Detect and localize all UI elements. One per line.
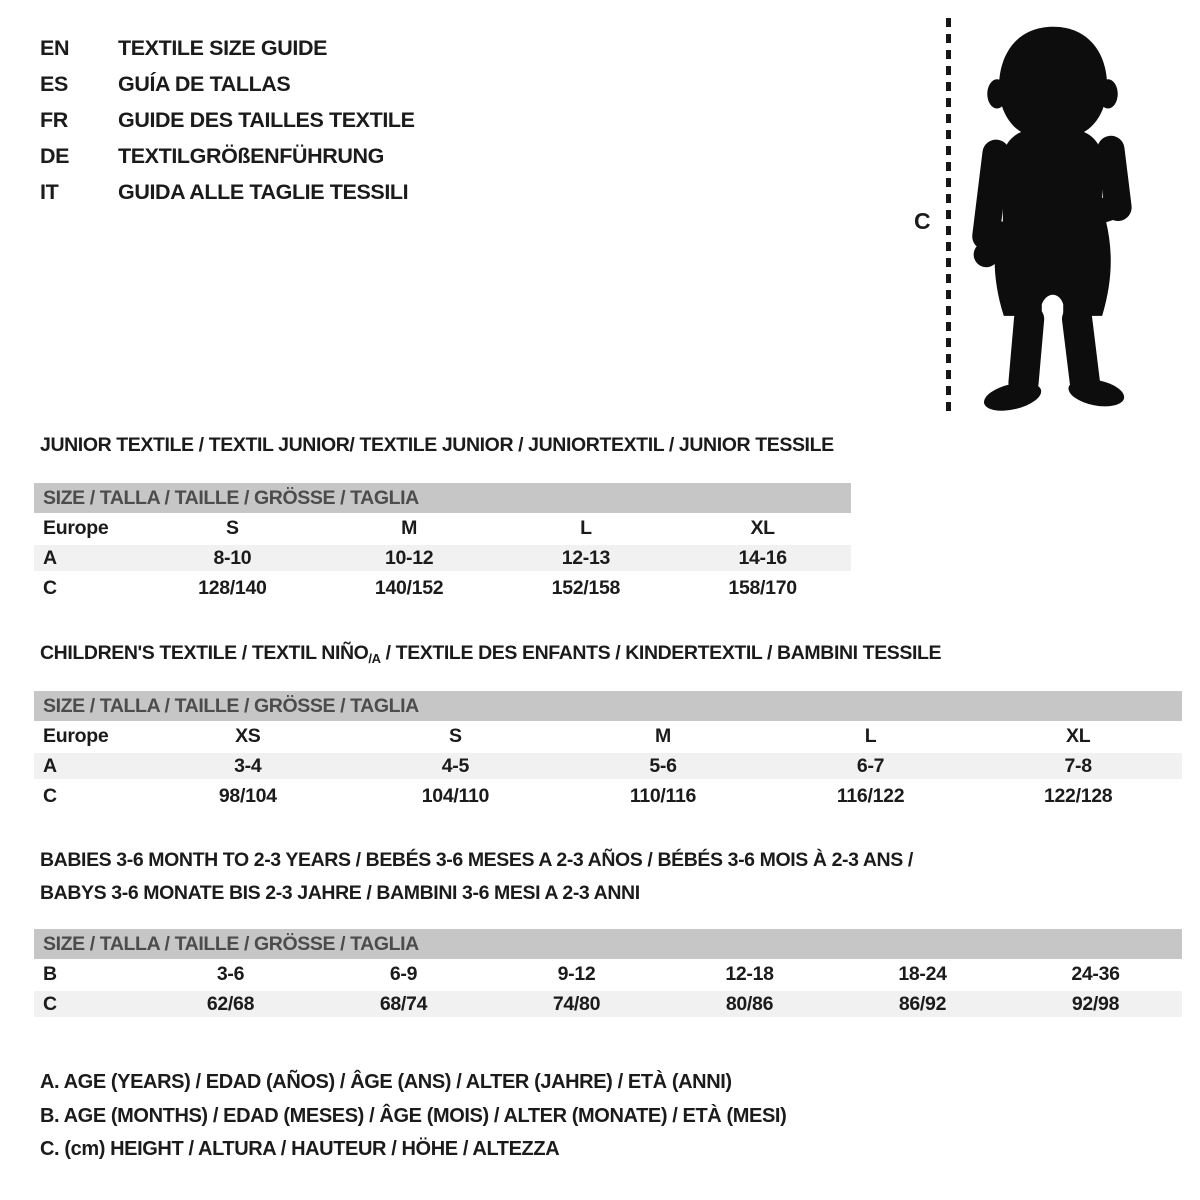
language-title: GUIDE DES TAILLES TEXTILE bbox=[118, 107, 415, 132]
row-label: C bbox=[43, 993, 57, 1015]
age-cell: 5-6 bbox=[649, 755, 677, 777]
legend-note-c: C. (cm) HEIGHT / ALTURA / HAUTEUR / HÖHE / ALTEZZA bbox=[40, 1138, 560, 1160]
table-row bbox=[34, 751, 1182, 781]
height-cell: 140/152 bbox=[374, 577, 444, 599]
table-row bbox=[34, 781, 1182, 811]
height-cell: 74/80 bbox=[552, 993, 601, 1015]
age-cell: 3-4 bbox=[234, 755, 262, 777]
row-label: Europe bbox=[43, 517, 109, 539]
age-cell: 6-9 bbox=[389, 963, 418, 985]
height-measure-dashed-line bbox=[946, 18, 951, 416]
age-cell: 12-13 bbox=[561, 547, 611, 569]
age-cell: 3-6 bbox=[216, 963, 245, 985]
size-cell: XL bbox=[750, 517, 775, 539]
section-title-junior: JUNIOR TEXTILE / TEXTIL JUNIOR/ TEXTILE JUNIOR / JUNIORTEXTIL / JUNIOR TESSILE bbox=[40, 434, 834, 456]
language-row-it bbox=[40, 174, 415, 210]
language-code: FR bbox=[40, 107, 68, 132]
toddler-silhouette-icon bbox=[960, 20, 1145, 420]
row-label: Europe bbox=[43, 725, 109, 747]
size-cell: L bbox=[580, 517, 592, 539]
size-cell: S bbox=[226, 517, 239, 539]
language-title: TEXTILE SIZE GUIDE bbox=[118, 35, 328, 60]
section-title-children bbox=[40, 642, 941, 666]
height-cell: 128/140 bbox=[198, 577, 267, 599]
size-header-bar: SIZE / TALLA / TAILLE / GRÖSSE / TAGLIA bbox=[34, 483, 851, 513]
size-cell: XL bbox=[1066, 725, 1091, 747]
junior-size-table bbox=[34, 483, 851, 603]
height-cell: 158/170 bbox=[728, 577, 797, 599]
row-label: A bbox=[43, 755, 57, 777]
language-code: IT bbox=[40, 179, 59, 204]
legend-notes bbox=[40, 1066, 786, 1167]
size-header-bar: SIZE / TALLA / TAILLE / GRÖSSE / TAGLIA bbox=[34, 691, 1182, 721]
height-cell: 116/122 bbox=[836, 785, 905, 807]
language-row-es bbox=[40, 66, 415, 102]
size-cell: M bbox=[401, 517, 418, 539]
language-title: GUIDA ALLE TAGLIE TESSILI bbox=[118, 179, 409, 204]
language-title: TEXTILGRÖßENFÜHRUNG bbox=[118, 143, 384, 168]
table-row bbox=[34, 989, 1182, 1019]
table-row bbox=[34, 721, 1182, 751]
height-cell: 80/86 bbox=[725, 993, 774, 1015]
age-cell: 12-18 bbox=[725, 963, 774, 985]
height-cell: 98/104 bbox=[218, 785, 277, 807]
height-cell: 152/158 bbox=[551, 577, 621, 599]
size-cell: L bbox=[864, 725, 877, 747]
section-title-children-sub: /A bbox=[368, 651, 381, 666]
section-title-babies bbox=[40, 844, 913, 910]
height-cell: 68/74 bbox=[379, 993, 428, 1015]
legend-note-b: B. AGE (MONTHS) / EDAD (MESES) / ÂGE (MOIS) / ALTER (MONATE) / ETÀ (MESI) bbox=[40, 1104, 787, 1127]
size-cell: XS bbox=[235, 725, 261, 747]
section-title-children-pre: CHILDREN'S TEXTILE / TEXTIL NIÑO bbox=[40, 642, 369, 664]
height-cell: 86/92 bbox=[898, 993, 947, 1015]
row-label: B bbox=[43, 963, 57, 985]
language-code: EN bbox=[40, 35, 70, 60]
babies-size-table bbox=[34, 929, 1182, 1019]
table-row bbox=[34, 959, 1182, 989]
height-cell: 62/68 bbox=[206, 993, 255, 1015]
age-cell: 4-5 bbox=[441, 755, 470, 777]
language-row-fr bbox=[40, 102, 415, 138]
row-label: C bbox=[43, 785, 57, 807]
language-code: ES bbox=[40, 71, 68, 96]
age-cell: 18-24 bbox=[898, 963, 947, 985]
height-cell: 122/128 bbox=[1043, 785, 1113, 807]
table-row bbox=[34, 543, 851, 573]
age-cell: 9-12 bbox=[557, 963, 596, 985]
height-measure-label: C bbox=[914, 208, 931, 234]
size-cell: M bbox=[655, 725, 671, 747]
legend-note-a: A. AGE (YEARS) / EDAD (AÑOS) / ÂGE (ANS) / ALTER (JAHRE) / ETÀ (ANNI) bbox=[40, 1071, 732, 1093]
language-code: DE bbox=[40, 143, 70, 168]
size-cell: S bbox=[449, 725, 462, 747]
age-cell: 7-8 bbox=[1064, 755, 1092, 777]
table-row bbox=[34, 573, 851, 603]
age-cell: 24-36 bbox=[1071, 963, 1120, 985]
section-title-babies-line2: BABYS 3-6 MONATE BIS 2-3 JAHRE / BAMBINI 3-6 MESI A 2-3 ANNI bbox=[40, 882, 640, 904]
age-cell: 8-10 bbox=[213, 547, 252, 569]
height-cell: 110/116 bbox=[629, 785, 697, 807]
age-cell: 14-16 bbox=[738, 547, 787, 569]
language-title-list bbox=[40, 30, 415, 210]
language-row-de bbox=[40, 138, 415, 174]
height-cell: 104/110 bbox=[421, 785, 490, 807]
row-label: A bbox=[43, 547, 57, 569]
language-row-en bbox=[40, 30, 415, 66]
children-size-table bbox=[34, 691, 1182, 811]
section-title-babies-line1: BABIES 3-6 MONTH TO 2-3 YEARS / BEBÉS 3-6 MESES A 2-3 AÑOS / BÉBÉS 3-6 MOIS À 2-3 ANS / bbox=[40, 849, 913, 871]
section-title-children-post: / TEXTILE DES ENFANTS / KINDERTEXTIL / BAMBINI TESSILE bbox=[380, 642, 942, 664]
row-label: C bbox=[43, 577, 57, 599]
language-title: GUÍA DE TALLAS bbox=[118, 71, 291, 96]
age-cell: 6-7 bbox=[856, 755, 885, 777]
table-row bbox=[34, 513, 851, 543]
age-cell: 10-12 bbox=[384, 547, 434, 569]
height-cell: 92/98 bbox=[1071, 993, 1120, 1015]
size-header-bar: SIZE / TALLA / TAILLE / GRÖSSE / TAGLIA bbox=[34, 929, 1182, 959]
